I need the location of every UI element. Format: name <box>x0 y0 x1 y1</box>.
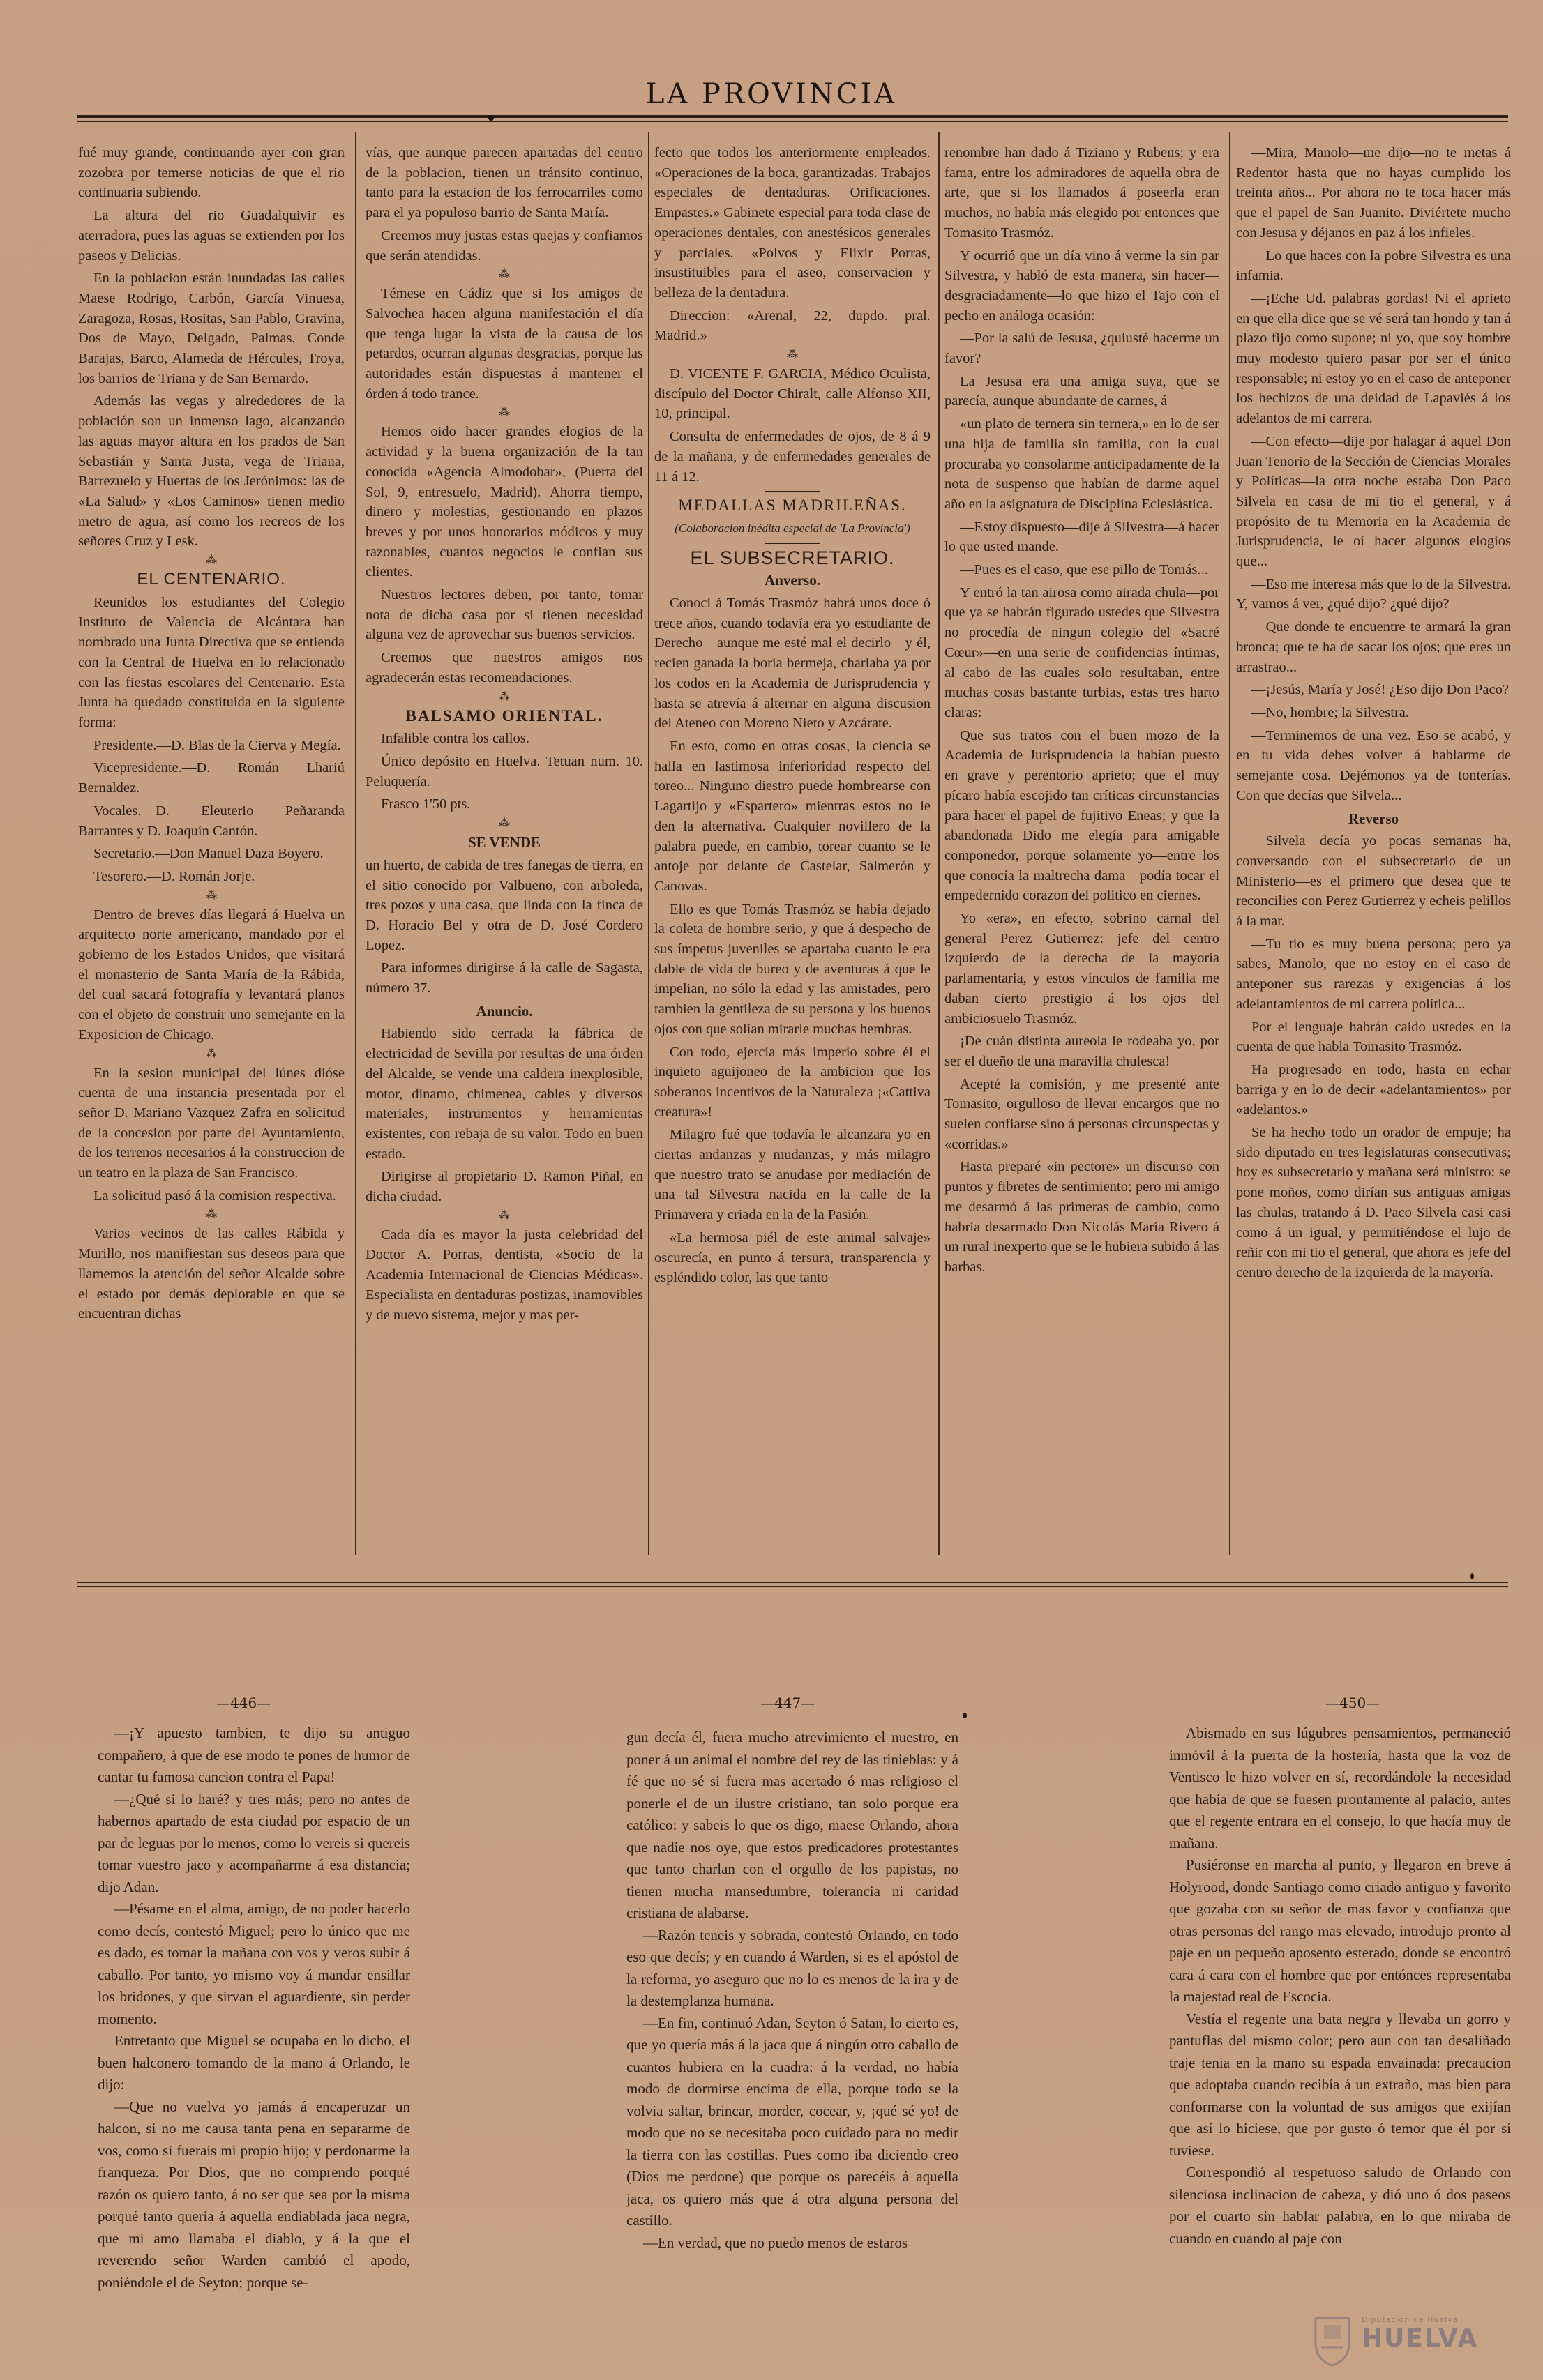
paragraph: Ello es que Tomás Trasmóz se habia dejado la coleta de hombre serio, y que á despecho de sus ímpetus juveniles se apartaba cuanto le era dable de vida de bureo y de aventuras á que le impelian, no sólo la edad y las amistades, pero tambien la gentileza de su persona y los buenos ojos con que solían mirarle muchas hembras. <box>654 901 931 1037</box>
asterism-ornament: ⁂ <box>206 1208 217 1221</box>
asterism-ornament: ⁂ <box>206 554 217 567</box>
paragraph: Presidente.—D. Blas de la Cierva y Megía. <box>93 737 341 753</box>
paragraph: Infalible contra los callos. <box>381 731 529 747</box>
paragraph: —Pésame en el alma, amigo, de no poder hacerlo como decís, contestó Miguel; pero lo único que me es dado, es tomar la mañana con vos y veros subir á caballo. Por tanto, yo mismo voy á mandar ensillar los bridones, y que sirvan el aguardiente, sin perder momento. <box>98 1900 410 2027</box>
paragraph: Hemos oido hacer grandes elogios de la actividad y la buena organización de la tan conocida «Agencia Almodobar», (Puerta del Sol, 9, entresuelo, Madrid). Ahorra tiempo, dinero y molestias, gestionando en plazos breves y por unos honorarios módicos y muy razonables, cuantos negocios le confian sus clientes. <box>366 424 643 580</box>
paragraph: En la poblacion están inundadas las calles Maese Rodrigo, Carbón, García Vinuesa, Zaragoza, Rosas, Rositas, San Pablo, Gravina, Dos de Mayo, Delgado, Palmas, Conde Barajas, Barco, Alameda de Hércules, Troya, los barrios de Triana y de San Bernardo. <box>78 271 345 386</box>
paragraph: La solicitud pasó á la comision respectiva. <box>93 1188 336 1204</box>
archive-watermark <box>1362 2315 1515 2372</box>
paragraph: La altura del rio Guadalquivir es aterradora, pues las aguas se extienden por los paseos y Delicias. <box>78 208 345 264</box>
paragraph: —Pues es el caso, que ese pillo de Tomás... <box>960 562 1208 578</box>
folletin-page-447 <box>626 1727 958 2354</box>
paragraph: En la sesion municipal del lúnes dióse cuenta de una instancia presentada por el señor D. Mariano Vazquez Zafra en solicitud de la concesion por parte del Ayuntamiento, de los terrenos necesarios á la construccion de un teatro en la plaza de San Francisco. <box>78 1065 345 1181</box>
paragraph: Para informes dirigirse á la calle de Sagasta, número 37. <box>366 960 643 996</box>
paragraph: —Que no vuelva yo jamás á encaperuzar un halcon, si no me causa tanta pena en separarme de vos, como si fuerais mi propio hijo; y perdonarme la franqueza. Por Dios, que no comprendo porqué razón os quiero tanto, á no ser que sea por la misma porqué tanto quería á aquella endiablada jaca negra, que mi amo llamaba el diablo, y á la que el reverendo señor Warden cambió el apodo, poniéndole el de Seyton; porque se- <box>98 2098 410 2291</box>
asterism-ornament: ⁂ <box>499 407 510 419</box>
paragraph: Pusiéronse en marcha al punto, y llegaron en breve á Holyrood, donde Santiago como criado antiguo y favorito que gozaba con su señor de mas favor y confianza que otras personas del rango mas elevado, introdujo pronto al paje en un pequeño aposento esterado, donde se encontró cara á cara con el hombre que por entónces representaba la majestad real de Escocia. <box>1169 1856 1511 2005</box>
ink-speck <box>963 1713 967 1718</box>
paragraph: vías, que aunque parecen apartadas del centro de la poblacion, tienen un tránsito continuo, tanto para la estacion de los ferrocarriles como para el ya populoso barrio de Santa María. <box>366 145 643 221</box>
paragraph: Creemos que nuestros amigos nos agradecerán estas recomendaciones. <box>366 650 643 685</box>
paragraph: Direccion: «Arenal, 22, dupdo. pral. Madrid.» <box>654 308 931 344</box>
coat-of-arms-icon <box>1311 2312 1353 2368</box>
asterism-ornament: ⁂ <box>206 1047 217 1060</box>
short-rule <box>765 543 820 544</box>
ink-speck <box>1470 1573 1474 1579</box>
column-divider <box>938 132 940 1555</box>
folletin-page-450 <box>1169 1722 1511 2350</box>
section-heading: MEDALLAS MADRILEÑAS. <box>678 497 907 515</box>
article-subtitle: Anverso. <box>765 572 820 589</box>
paragraph: —Por la salú de Jesusa, ¿quiusté hacerme un favor? <box>944 331 1219 367</box>
paragraph: Entretanto que Miguel se ocupaba en lo dicho, el buen halconero tomando de la mano á Orlando, le dijo: <box>98 2032 410 2093</box>
column-3 <box>654 143 931 1538</box>
paragraph: D. VICENTE F. GARCIA, Médico Oculista, discípulo del Doctor Chiralt, calle Alfonso XII, 10, principal. <box>654 366 931 422</box>
paragraph: Dirigirse al propietario D. Ramon Piñal, en dicha ciudad. <box>366 1169 643 1205</box>
section-rule <box>77 1582 1508 1583</box>
paragraph: Habiendo sido cerrada la fábrica de electricidad de Sevilla por resultas de una órden del Alcalde, se vende una caldera inexplosible, motor, dinamo, chimenea, cables y diversos materiales, instrumentos y herramientas existentes, con rebaja de su valor. Todo en buen estado. <box>366 1026 643 1162</box>
paragraph: Abismado en sus lúgubres pensamientos, permaneció inmóvil á la puerta de la hostería, hasta que la voz de Ventisco le hizo volver en sí, recordándole la necesidad que había de que se fuesen prontamente al palacio, antes que el regente entrara en el consejo, lo que hacía muy de mañana. <box>1169 1725 1511 1851</box>
paragraph: —En verdad, que no puedo menos de estaros <box>643 2234 908 2251</box>
masthead-title: LA PROVINCIA <box>645 78 898 110</box>
paragraph: «La hermosa piél de este animal salvaje» oscurecía, en punto á tersura, transparencia y espléndido color, las que tanto <box>654 1229 931 1286</box>
paragraph: Yo «era», en efecto, sobrino carnal del general Perez Gutierrez: jefe del centro izquierdo de la derecha de la mayoría parlamentaria, y estos vínculos de familia me daban cierto prestigio á los ojos del ambiciosuelo Trasmóz. <box>944 911 1219 1026</box>
paragraph: En esto, como en otras cosas, la ciencia se halla en lastimosa inferioridad respecto del toreo... Ninguno diestro puede hombrearse con Lagartijo y «Espartero» mientras estos no le den la alternativa. Cualquier novillero de la palabra puede, en cambio, torear cuanto se le antoje por delante de Castelar, Salmerón y Canovas. <box>654 738 931 894</box>
paragraph: Ha progresado en todo, hasta en echar barriga y en lo de decir «adelantamientos» por «adelantos.» <box>1236 1061 1511 1118</box>
paragraph: —Lo que haces con la pobre Silvestra es una infamia. <box>1236 248 1511 284</box>
asterism-ornament: ⁂ <box>787 349 798 361</box>
paragraph: Reunidos los estudiantes del Colegio Instituto de Valencia de Alcántara han nombrado una Junta Directiva que se entienda con la Central de Huelva en lo relacionado con las fiestas escolares del Centenario. Esta Junta ha quedado constituida en la siguiente forma: <box>78 594 345 730</box>
paragraph: Además las vegas y alrededores de la población son un inmenso lago, alcanzando las aguas mayor altura en los prados de San Sebastián y Santa Justa, vega de Triana, Barrezuelo y Huertas de los Jerónimos: las de «La Salud» y «Los Caminos» tienen medio metro de agua, así como los recreos de los señores Cruz y Lesk. <box>78 393 345 549</box>
paragraph: Varios vecinos de las calles Rábida y Murillo, nos manifiestan sus deseos para que llamemos la atención del señor Alcalde sobre el estado por demás deplorable en que se encuentran dichas <box>78 1226 345 1322</box>
section-subheading: Reverso <box>1348 810 1399 827</box>
masthead-rule-thin <box>77 121 1508 122</box>
column-1 <box>78 143 345 1538</box>
paragraph: Vicepresidente.—D. Román Lhariú Bernaldez. <box>78 760 345 796</box>
paragraph: gun decía él, fuera mucho atrevimiento el nuestro, en poner á un animal el nombre del rey de las tinieblas: y á fé que no sé si fuera mas acertado ó mas religioso el ponerle el de un ilustre cristiano, tan solo porque era católico: y sabeis lo que os digo, maese Orlando, ahora que nadie nos oye, que estos predicadores protestantes que tanto charlan con el orgullo de los papistas, no tienen mucha mansedumbre, tolerancia ni caridad cristiana de alabarse. <box>626 1729 958 1921</box>
paragraph: Nuestros lectores deben, por tanto, tomar nota de dicha casa por si tienen necesidad alguna vez de aprovechar sus buenos servicios. <box>366 587 643 643</box>
paragraph: renombre han dado á Tiziano y Rubens; y era fama, entre los admiradores de aquella obra de arte, que si los llamados á poseerla eran muchos, no había más elegido por entonces que Tomasito Trasmóz. <box>944 145 1219 241</box>
column-divider <box>355 132 356 1555</box>
paragraph: —Estoy dispuesto—dije á Silvestra—á hacer lo que usted mande. <box>944 519 1219 555</box>
paragraph: —No, hombre; la Silvestra. <box>1251 704 1410 720</box>
ad-heading: BALSAMO ORIENTAL. <box>405 706 603 725</box>
paragraph: Hasta preparé «in pectore» un discurso con puntos y fibretes de sentimiento; pero mi amigo me desarmó á las primeras de cambio, como habría desarmado Don Nicolás María Rivero á un rural inexperto que se le hubiera subido á las barbas. <box>944 1159 1219 1275</box>
asterism-ornament: ⁂ <box>499 690 510 703</box>
paragraph: Acepté la comisión, y me presenté ante Tomasito, orgulloso de llevar encargos que no suelen confiarse sino á personas circunspectas y «corridas.» <box>944 1076 1219 1152</box>
paragraph: —¿Qué si lo haré? y tres más; pero no antes de habernos apartado de esta ciudad por espacio de un par de leguas por lo menos, como lo vereis si quereis tomar vuestro jaco y acompañarme á esa distancia; dijo Adan. <box>98 1790 410 1895</box>
paragraph: —¡Jesús, María y José! ¿Eso dijo Don Paco? <box>1251 682 1509 698</box>
section-heading: EL CENTENARIO. <box>137 570 286 589</box>
paragraph: Dentro de breves días llegará á Huelva un arquitecto norte americano, mandado por el gobierno de los Estados Unidos, que visitará el monasterio de Santa María de la Rábida, del cual sacará fotografía y levantará planos con el objeto de construir uno semejante en la Exposicion de Chicago. <box>78 907 345 1043</box>
folletin-page-446 <box>98 1722 410 2350</box>
paragraph: un huerto, de cabida de tres fanegas de tierra, en el sitio conocido por Valbueno, con arboleda, tres pozos y una casa, que linda con la finca de D. Horacio Bel y otra de D. José Cordero Lopez. <box>366 857 643 953</box>
paragraph: Frasco 1'50 pts. <box>381 796 471 812</box>
paragraph: Creemos muy justas estas quejas y confiamos que serán atendidas. <box>366 227 643 264</box>
paragraph: fué muy grande, continuando ayer con gran zozobra por temerse noticias de que el rio continuaria subiendo. <box>78 145 345 201</box>
paragraph: Milagro fué que todavía le alcanzara yo en ciertas andanzas y mudanzas, y más milagro que nuestro trato se anudase por mediación de una tal Silvestra nacida en la calle de la Primavera y criada en la de la Pasión. <box>654 1127 931 1223</box>
paragraph: —Razón teneis y sobrada, contestó Orlando, en todo eso que decís; y en cuando á Warden, si es el apóstol de la reforma, yo aseguro que no lo es menos de la ira y de la destemplanza humana. <box>626 1926 958 2009</box>
paragraph: —Silvela—decía yo pocas semanas ha, conversando con el subsecretario de un Ministerio—es el primero que desea que te reconcilies con Perez Gutierrez y echeis pelillos á la mar. <box>1236 833 1511 930</box>
paragraph: Correspondió al respetuoso saludo de Orlando con silenciosa inclinacion de cabeza, y dió uno ó dos paseos por el cuarto sin hablar palabra, en lo que miraba de cuando en cuando al paje con <box>1169 2164 1511 2247</box>
paragraph: «un plato de ternera sin ternera,» en lo de ser una hija de familia sin familia, con la cual procuraba yo consolarme anticipadamente de la nota de suspenso que habían de darme aquel año en la asignatura de Disciplina Eclesiástica. <box>944 416 1219 512</box>
paragraph: —Terminemos de una vez. Eso se acabó, y en tu vida debes volver á hablarme de semejante cosa. Dejémonos ya de tonterías. Con que decías que Silvela... <box>1236 727 1511 803</box>
paragraph: fecto que todos los anteriormente empleados. «Operaciones de la boca, garantizadas. Trabajos especiales de dentaduras. Orificaciones. Empastes.» Gabinete especial para toda clase de operaciones dentales, con anestésicos generales y parciales. «Polvos y Elixir Porras, insustituibles para el aseo, conservacion y belleza de la dentadura. <box>654 145 931 301</box>
section-subheading: (Colaboracion inédita especial de 'La Provincia') <box>675 521 910 535</box>
paragraph: —Con efecto—dije por halagar á aquel Don Juan Tenorio de la Sección de Ciencias Morales y Políticas—la otra noche estaba Don Paco Silvela en casa de mi tio el general, y á propósito de tu Memoria en la Academia de Jurisprudencia, le oí hacer algunos elogios que... <box>1236 433 1511 570</box>
paragraph: —Mira, Manolo—me dijo—no te metas á Redentor hasta que no hayas cumplido los treinta años... Por ahora no te toca hacer más que el papel de San Juanito. Diviértete mucho con Jesusa y déjanos en paz á los infieles. <box>1236 145 1511 241</box>
paragraph: Cada día es mayor la justa celebridad del Doctor A. Porras, dentista, «Socio de la Academia Internacional de Ciencias Médicas». Especialista en dentaduras postizas, inamovibles y de nuevo sistema, mejor y mas per- <box>366 1227 643 1323</box>
paragraph: Por el lenguaje habrán caido ustedes en la cuenta de que habla Tomasito Trasmóz. <box>1236 1019 1511 1055</box>
paragraph: ¡De cuán distinta aureola le rodeaba yo, por ser el dueño de una maravilla chulesca! <box>944 1033 1219 1069</box>
page-number: —450— <box>1325 1695 1380 1711</box>
paragraph: Tesorero.—D. Román Jorje. <box>93 868 255 884</box>
short-rule <box>765 491 820 492</box>
paragraph: Secretario.—Don Manuel Daza Boyero. <box>93 846 324 862</box>
ad-heading: Anuncio. <box>476 1002 533 1020</box>
asterism-ornament: ⁂ <box>499 268 510 281</box>
asterism-ornament: ⁂ <box>499 817 510 830</box>
paragraph: Único depósito en Huelva. Tetuan num. 10. Peluquería. <box>366 753 643 789</box>
paragraph: —En fin, continuó Adan, Seyton ó Satan, lo cierto es, que yo quería más á la jaca que á ningún otro caballo de cuantos hubiera en la cuadra: á la verdad, no había modo de dormirse encima de ella, porque todo se la volvia saltar, brincar, morder, cocear, y, ¡qué sé yo! de modo que no se necesitaba poco cuidado para no medir la tierra con las costillas. Pues como iba diciendo creo (Dios me perdone) que porque os parecéis á aquella jaca, os quiero más que á otra alguna persona del castillo. <box>626 2014 958 2229</box>
asterism-ornament: ⁂ <box>499 1209 510 1222</box>
paragraph: Que sus tratos con el buen mozo de la Academia de Jurisprudencia la habían puesto en grave y perentorio aprieto; que el muy pícaro había escojido tan críticas circunstancias para hacer el papel de fujitivo Eneas; y que la abandonada Dido me elegía para amigable componedor, porque solamente yo—entre los que conocía la maltrecha dama—podía tocar el empedernido corazon del político en ciernes. <box>944 727 1219 904</box>
paragraph: Conocí á Tomás Trasmóz habrá unos doce ó trece años, cuando todavía era yo estudiante de Derecho—aunque me esté mal el decirlo—y él, recien ganada la boria bermeja, charlaba ya por los codos en la Academia de Jurisprudencia y hasta se atrevía á alternar en alguna discusion del Ateneo con Moreno Nieto y Azcárate. <box>654 596 931 732</box>
watermark-caption: Diputación de Huelva <box>1362 2315 1459 2324</box>
page-number: —446— <box>216 1695 271 1711</box>
paragraph: La Jesusa era una amiga suya, que se parecía, aunque abundante de carnes, á <box>944 373 1219 409</box>
paragraph: —¡Y apuesto tambien, te dijo su antiguo compañero, á que de ese modo te pones de humor de cantar tu famosa cancion contra el Papa! <box>98 1725 410 1785</box>
column-4 <box>944 143 1219 1538</box>
ad-heading: SE VENDE <box>467 834 541 851</box>
column-divider <box>648 132 649 1555</box>
paragraph: Vocales.—D. Eleuterio Peñaranda Barrantes y D. Joaquín Cantón. <box>78 803 345 839</box>
column-5 <box>1236 143 1511 1538</box>
paragraph: Vestía el regente una bata negra y llevaba un gorro y pantuflas del mismo color; pero aun con tan desaliñado traje tenia en la mano su espada envainada: precaucion que adoptaba cuando recibía á un extraño, mas bien para conformarse con la voluntad de sus amigos que exijían que así lo hiciese, que por gusto ó temor que él por sí tuviese. <box>1169 2010 1511 2159</box>
paragraph: Témese en Cádiz que si los amigos de Salvochea hacen alguna manifestación el día que tenga lugar la vista de la causa de los petardos, ocurran algunas desgracias, porque las autoridades están dispuestas á mantener el órden á todo trance. <box>366 286 643 402</box>
paragraph: Consulta de enfermedades de ojos, de 8 á 9 de la mañana, y de enfermedades generales de 11 á 12. <box>654 429 931 485</box>
watermark-text: HUELVA <box>1362 2324 1479 2353</box>
paragraph: —Que donde te encuentre te armará la gran bronca; que te ha de sacar los ojos; que eres un arrastrao... <box>1236 619 1511 675</box>
ink-speck <box>488 115 494 121</box>
column-divider <box>1229 132 1230 1555</box>
paragraph: —¡Eche Ud. palabras gordas! Ni el aprieto en que ella dice que se vé será tan hondo y tan á plazo fijo como supone; ni yo, que soy hombre muy modesto quiero pasar por ser el único responsable; ni estoy yo en el caso de anteponer los hechizos de una deidad de Lapaviés á los adelantos de mi carrera. <box>1236 290 1511 427</box>
column-2 <box>366 143 643 1538</box>
paragraph: —Eso me interesa más que lo de la Silvestra. Y, vamos á ver, ¿qué dijo? ¿qué dijo? <box>1236 576 1511 612</box>
masthead-rule <box>77 115 1508 118</box>
paragraph: Se ha hecho todo un orador de empuje; ha sido diputado en tres legislaturas consecutivas; hoy es subsecretario y mañana será ministro: se pone moños, como dirían sus antiguas amigas las chulas, tratando á D. Paco Silvela casi casi como á un igual, y permitiéndose el lujo de reñir con mi tio el general, que ahora es jefe del centro derecho de la izquierda de la mayoría. <box>1236 1125 1511 1280</box>
paragraph: Y ocurrió que un día vino á verme la sin par Silvestra, y habló de esta manera, sin hacer—desgraciadamente—lo que hizo el Tajo con el pecho en análoga ocasión: <box>944 248 1219 324</box>
paragraph: —Tu tío es muy buena persona; pero ya sabes, Manolo, que no estoy en el caso de anteponer sus rarezas y exigencias á los adelantamientos de mi carrera política... <box>1236 936 1511 1012</box>
section-rule-thin <box>77 1586 1508 1587</box>
paragraph: Y entró la tan airosa como airada chula—por que ya se habrán figurado ustedes que Silvestra no procedía de ningun colegio del «Sacré Cœur»—en una serie de confidencias íntimas, al cabo de las cuales solo resultaban, entre muchas cosas bastante turbias, estas tres harto claras: <box>944 584 1219 720</box>
article-title: EL SUBSECRETARIO. <box>690 547 895 568</box>
asterism-ornament: ⁂ <box>206 889 217 902</box>
paragraph: Con todo, ejercía más imperio sobre él el inquieto aguijoneo de la ambicion que los soberanos incentivos de la Naturaleza ¡«Cattiva creatura»! <box>654 1044 931 1120</box>
page-number: —447— <box>760 1695 815 1711</box>
